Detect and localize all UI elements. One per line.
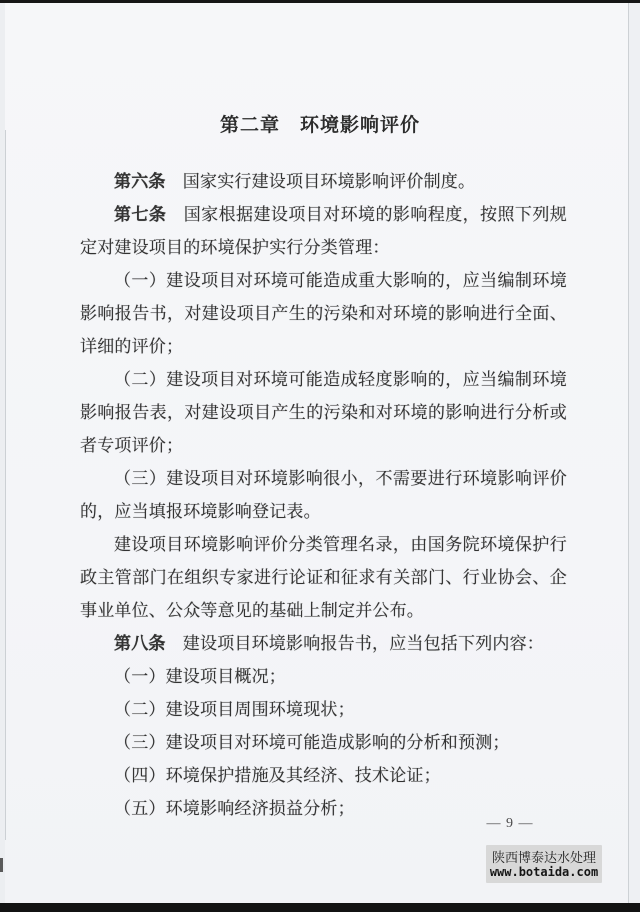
chapter-heading: 第二章 环境影响评价 — [219, 115, 420, 136]
text-line-article-7: 第七条 国家根据建设项目对环境的影响程度，按照下列规 — [114, 205, 567, 224]
article-label: 第八条 — [114, 634, 166, 653]
text-line: 详细的评价； — [80, 337, 184, 356]
text-line-item-1: （一）建设项目概况； — [114, 667, 286, 686]
page-fold-line — [5, 130, 6, 840]
text-line-item-4: （四）环境保护措施及其经济、技术论证； — [114, 766, 441, 785]
scan-top-edge — [0, 0, 640, 3]
text-line: 定对建设项目的环境保护实行分类管理： — [80, 238, 390, 257]
text-line-article-6: 第六条 国家实行建设项目环境影响评价制度。 — [114, 172, 476, 191]
watermark-site-name: 陕西博泰达水处理 — [491, 849, 596, 865]
text-line-paragraph: 建设项目环境影响评价分类管理名录，由国务院环境保护行 — [114, 535, 567, 554]
article-label: 第六条 — [114, 172, 166, 191]
page-number: — 9 — — [486, 816, 534, 831]
text-line: 影响报告书，对建设项目产生的污染和对环境的影响进行全面、 — [80, 304, 567, 323]
text-line: 政主管部门在组织专家进行论证和征求有关部门、行业协会、企 — [80, 568, 567, 587]
watermark-site-url: www.botaida.com — [489, 864, 599, 879]
document-body — [80, 165, 567, 825]
page-right-edge-line — [628, 3, 629, 903]
text-line: 事业单位、公众等意见的基础上制定并公布。 — [80, 601, 424, 620]
text-line-item-1: （一）建设项目对环境可能造成重大影响的，应当编制环境 — [114, 271, 567, 290]
text-line: 影响报告表，对建设项目产生的污染和对环境的影响进行分析或 — [80, 403, 567, 422]
article-label: 第七条 — [114, 205, 167, 224]
watermark-badge — [486, 845, 602, 883]
page-right-shadow-band — [629, 3, 640, 903]
text-line-item-3: （三）建设项目对环境可能造成影响的分析和预测； — [114, 733, 510, 752]
text-line-item-3: （三）建设项目对环境影响很小，不需要进行环境影响评价 — [114, 469, 567, 488]
text-line-item-5: （五）环境影响经济损益分析； — [114, 799, 355, 818]
text-line-article-8: 第八条 建设项目环境影响报告书，应当包括下列内容： — [114, 634, 545, 653]
scan-bottom-edge — [0, 903, 640, 912]
text-line: 者专项评价； — [80, 436, 184, 455]
scan-artifact — [0, 858, 3, 872]
text-line-item-2: （二）建设项目对环境可能造成轻度影响的，应当编制环境 — [114, 370, 567, 389]
text-line-item-2: （二）建设项目周围环境现状； — [114, 700, 355, 719]
text-line: 的，应当填报环境影响登记表。 — [80, 502, 321, 521]
